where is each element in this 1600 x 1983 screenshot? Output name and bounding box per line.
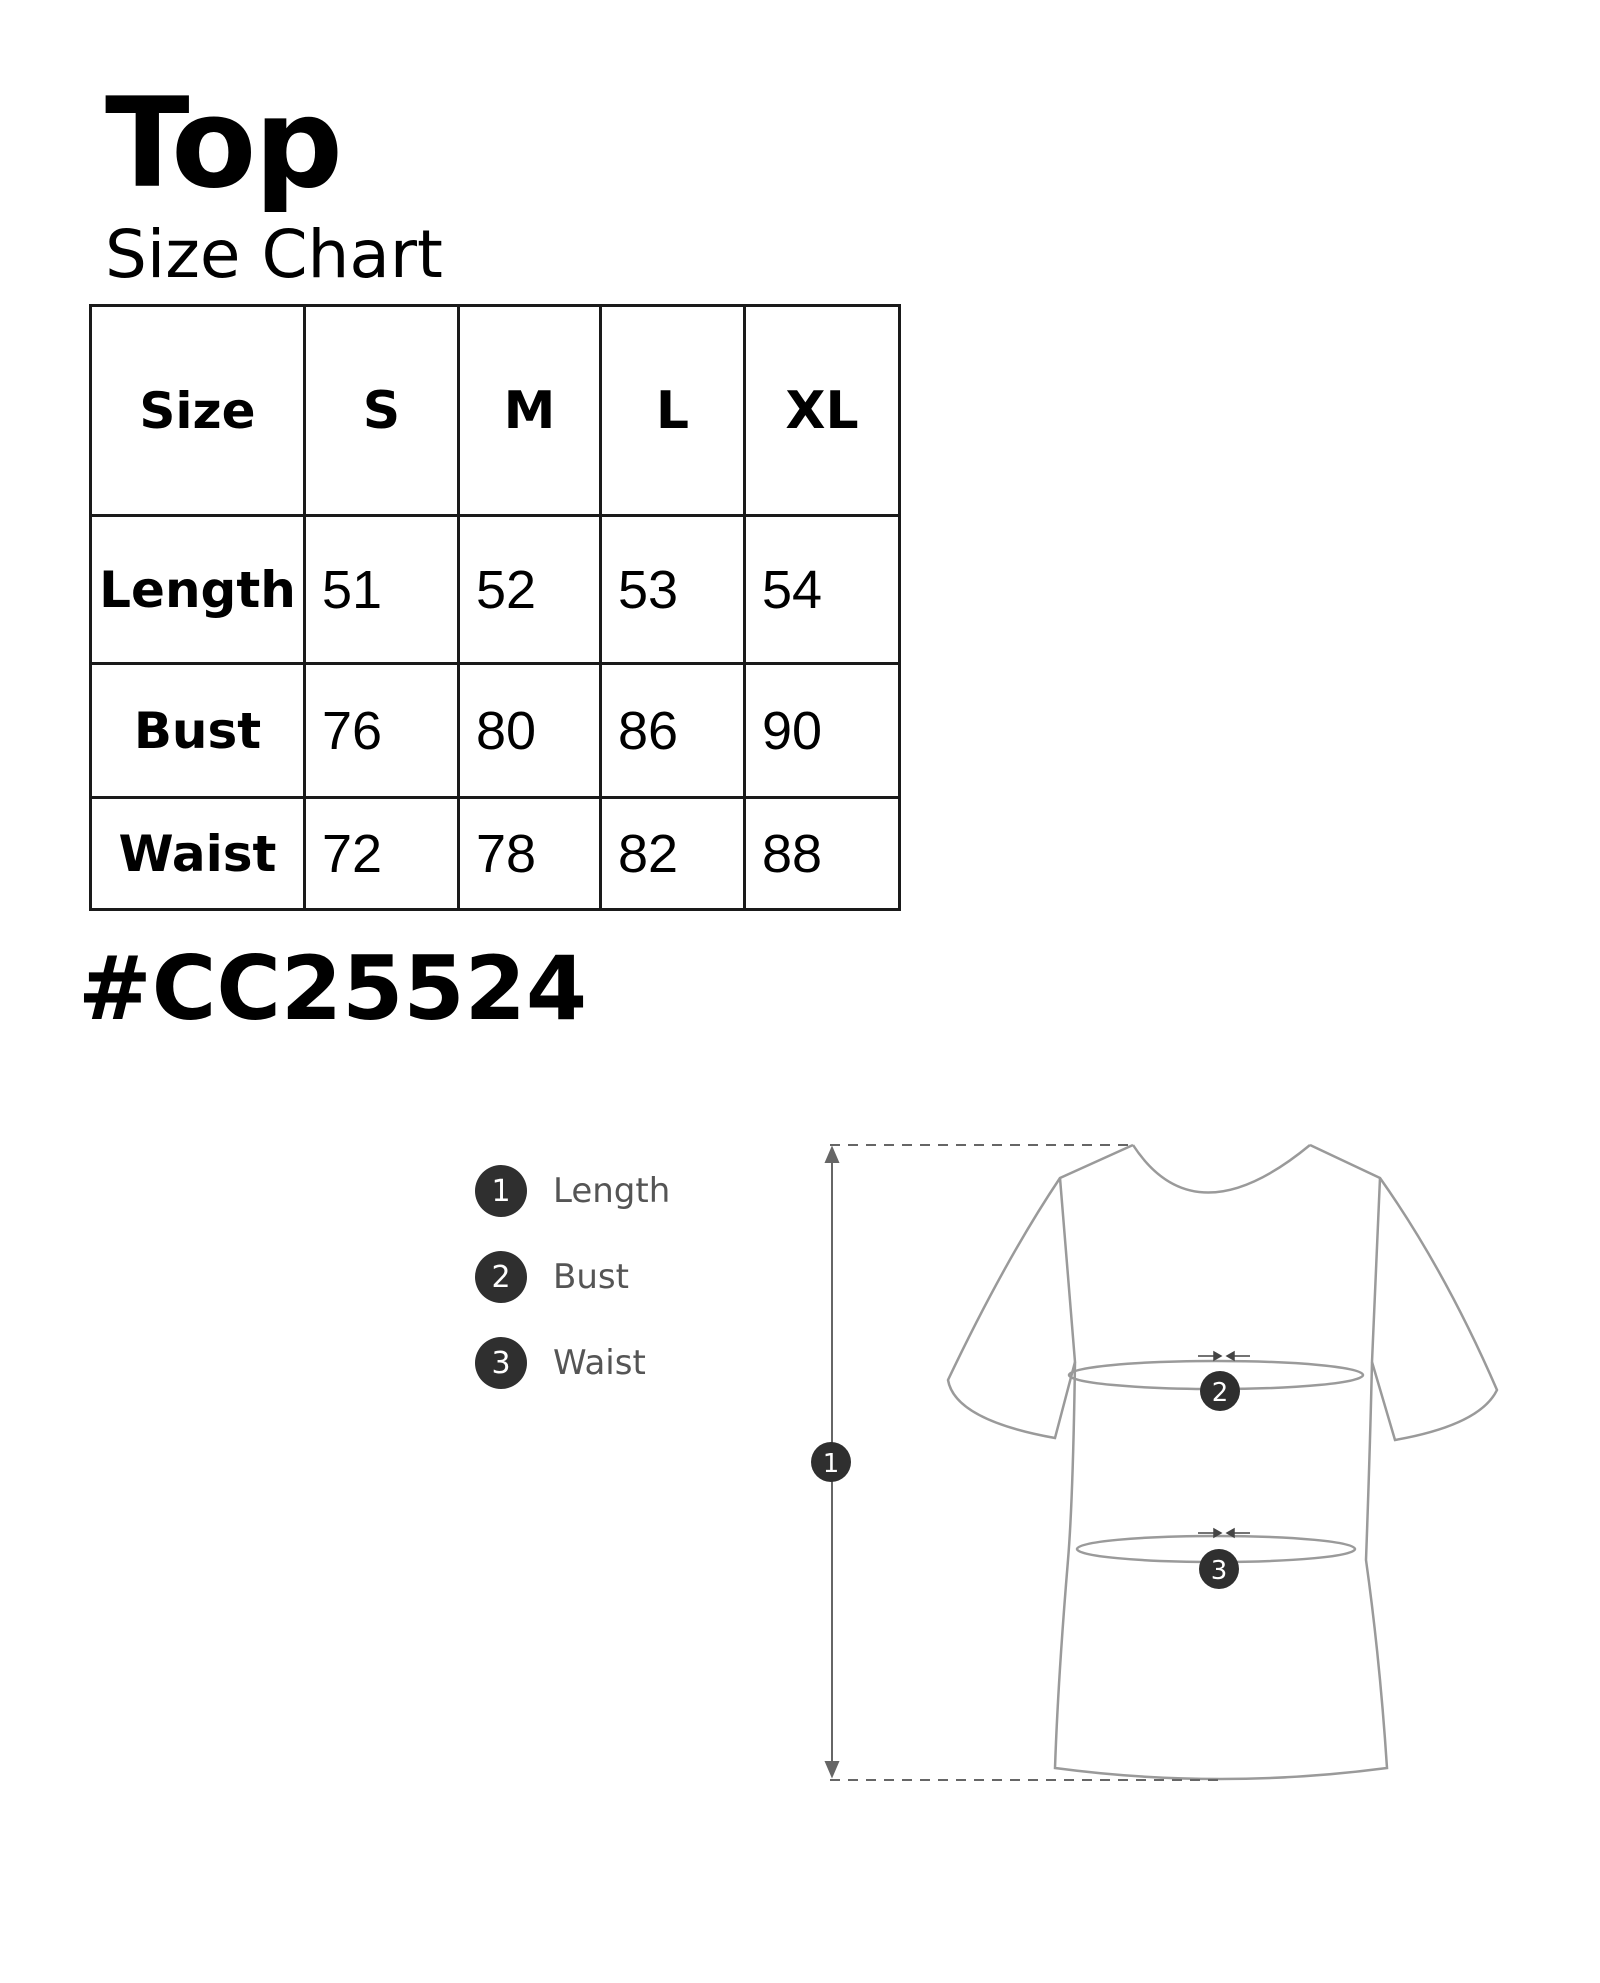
- number-badge-icon: 1: [475, 1165, 527, 1217]
- svg-text:1: 1: [822, 1449, 840, 1479]
- size-header-cell: Size: [91, 306, 305, 516]
- svg-text:2: 2: [1211, 1378, 1229, 1408]
- table-cell: 72: [305, 798, 459, 910]
- table-cell: 82: [601, 798, 745, 910]
- legend-label: Waist: [553, 1343, 646, 1383]
- marker-length-icon: [811, 1442, 851, 1482]
- table-cell: 54: [745, 516, 900, 664]
- marker-waist-icon: [1199, 1549, 1239, 1589]
- column-header-l: L: [601, 306, 745, 516]
- column-header-xl: XL: [745, 306, 900, 516]
- svg-text:3: 3: [1210, 1556, 1228, 1586]
- page-title: Top: [105, 72, 342, 216]
- marker-bust-icon: [1200, 1371, 1240, 1411]
- table-cell: 86: [601, 664, 745, 798]
- row-label-length: Length: [91, 516, 305, 664]
- table-cell: 78: [459, 798, 601, 910]
- legend-label: Bust: [553, 1257, 629, 1297]
- row-label-waist: Waist: [91, 798, 305, 910]
- page-subtitle: Size Chart: [105, 216, 443, 293]
- table-cell: 76: [305, 664, 459, 798]
- column-header-s: S: [305, 306, 459, 516]
- legend-label: Length: [553, 1171, 671, 1211]
- table-cell: 52: [459, 516, 601, 664]
- column-header-m: M: [459, 306, 601, 516]
- table-cell: 90: [745, 664, 900, 798]
- length-dimension-icon: [826, 1145, 1225, 1780]
- table-cell: 88: [745, 798, 900, 910]
- number-badge-icon: 2: [475, 1251, 527, 1303]
- number-badge-icon: 3: [475, 1337, 527, 1389]
- product-code: #CC25524: [78, 937, 588, 1040]
- table-cell: 53: [601, 516, 745, 664]
- table-cell: 51: [305, 516, 459, 664]
- table-cell: 80: [459, 664, 601, 798]
- row-label-bust: Bust: [91, 664, 305, 798]
- top-outline-icon: [948, 1145, 1497, 1779]
